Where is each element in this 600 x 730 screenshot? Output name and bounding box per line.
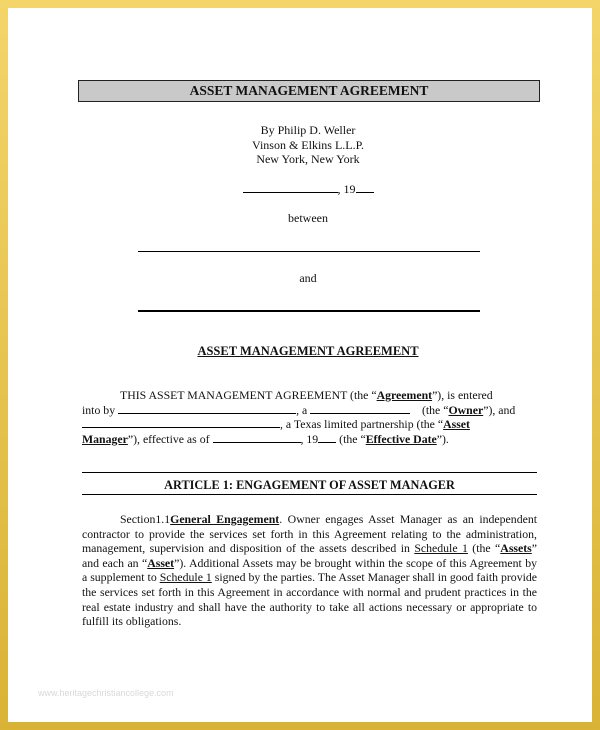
defined-term-asset: Asset [443, 417, 470, 432]
intro-nineteen: , 19 [300, 431, 319, 446]
between-label: between [288, 211, 328, 225]
agreement-subtitle: ASSET MANAGEMENT AGREEMENT [197, 344, 419, 358]
section-text-3: ” and each an “ [82, 541, 538, 570]
party-one-line [138, 251, 480, 252]
schedule-1-reference-2: Schedule 1 [159, 570, 212, 585]
year-blank [356, 191, 374, 193]
defined-term-agreement: Agreement [376, 388, 433, 402]
defined-term-manager: Manager [82, 431, 128, 446]
owner-open: (the “ [421, 402, 449, 417]
party-blank-2 [82, 426, 280, 428]
section-title: General Engagement [170, 512, 280, 526]
defined-term-assets: Assets [500, 541, 532, 556]
watermark: www.heritagechristiancollege.com [38, 688, 174, 698]
section-number: Section1.1 [120, 512, 171, 526]
section-text-4: ”). Additional Assets may be brought within the scope of this Agreement by a supplement to [82, 555, 537, 585]
article-rule-bottom [82, 494, 537, 495]
entity-blank [310, 412, 410, 414]
defined-term-effective-date: Effective Date [365, 431, 437, 446]
intro-into-by: into by [82, 402, 116, 417]
author-block [158, 123, 458, 167]
intro-paragraph [82, 388, 537, 446]
and-label: and [299, 271, 317, 285]
date-year-prefix: , 19 [337, 182, 356, 196]
defined-term-asset-single: Asset [147, 555, 175, 570]
intro-a: , a [296, 402, 308, 417]
intro-effective-as-of: ”), effective as of [127, 431, 210, 446]
intro-texas-lp: , a Texas limited partnership (the “ [280, 417, 444, 432]
effective-date-blank [213, 441, 301, 443]
section-text-2: (the “ [472, 541, 501, 556]
effective-close: ”). [436, 431, 449, 446]
document-page [8, 8, 592, 722]
section-text-5: signed by the parties. The Asset Manager shall in good faith provide the services set forth in this Agreement in accordance with normal and prudent practices in the real estate industry and shall have the authority to take all actions necessary or appropriate to fulfill its obligations. [82, 570, 538, 629]
party-two-line [138, 310, 480, 312]
effective-open: (the “ [339, 431, 366, 446]
article-1-heading: ARTICLE 1: ENGAGEMENT OF ASSET MANAGER [164, 478, 455, 492]
defined-term-owner: Owner [448, 402, 484, 417]
date-blank [243, 191, 338, 193]
effective-year-blank [318, 441, 336, 443]
section-text-1: . Owner engages Asset Manager as an independent contractor to provide the services set forth in this Agreement relating to the administration, management, supervision and disposition of the assets described in [82, 512, 538, 556]
owner-close: ”), and [483, 402, 516, 417]
article-rule-top [82, 472, 537, 473]
document-title: ASSET MANAGEMENT AGREEMENT [78, 80, 540, 102]
intro-text-1: THIS ASSET MANAGEMENT AGREEMENT (the “ [120, 388, 377, 402]
party-blank-1 [118, 412, 296, 414]
section-1-1-paragraph [82, 512, 537, 629]
schedule-1-reference: Schedule 1 [414, 541, 468, 556]
author-location: New York, New York [256, 152, 360, 166]
author-name: By Philip D. Weller [260, 123, 356, 137]
date-line [158, 182, 458, 197]
author-firm: Vinson & Elkins L.L.P. [252, 137, 364, 152]
intro-text-2: ”), is entered [432, 388, 493, 402]
